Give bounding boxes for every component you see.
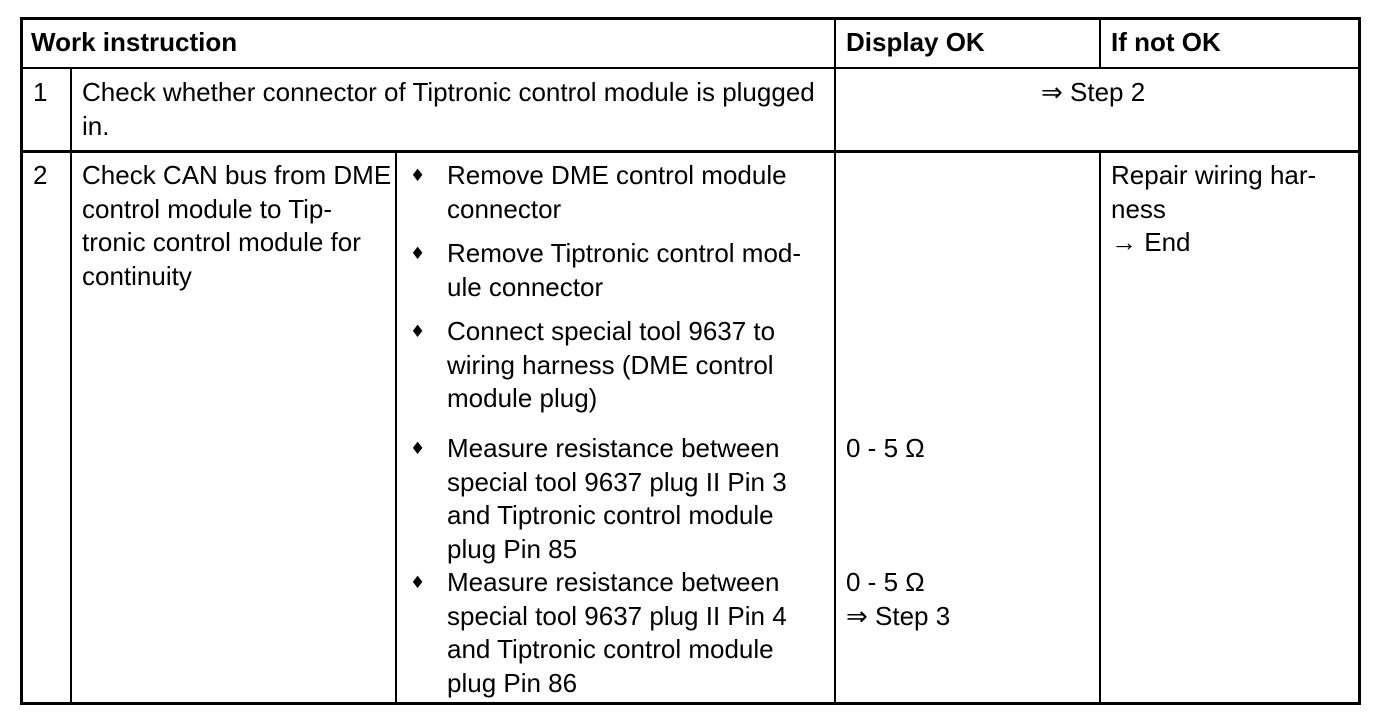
display-ok-value: ⇒ Step 3 bbox=[846, 600, 951, 631]
border-bottom bbox=[20, 702, 1361, 705]
action-2-text bbox=[447, 237, 801, 304]
border-right bbox=[1358, 17, 1361, 705]
row1-step-number: 1 bbox=[33, 77, 48, 107]
action-line: module plug) bbox=[447, 383, 598, 413]
bullet-icon: ♦ bbox=[410, 244, 426, 264]
border-ifnot-col-row2 bbox=[1099, 150, 1101, 705]
row1-instruction-line: in. bbox=[82, 110, 110, 141]
action-5-display-ok bbox=[846, 566, 950, 633]
action-4-display-ok bbox=[846, 432, 925, 466]
header-if-not-ok: If not OK bbox=[1111, 27, 1221, 57]
action-line: ule connector bbox=[447, 271, 604, 302]
header-work-instruction: Work instruction bbox=[31, 27, 238, 57]
header-display-ok: Display OK bbox=[846, 27, 985, 57]
action-3-text bbox=[447, 315, 775, 416]
action-4-text bbox=[447, 432, 787, 566]
action-line: special tool 9637 plug II Pin 4 bbox=[447, 600, 787, 631]
row2-instruction-line: control module to Tip- bbox=[82, 193, 333, 224]
bullet-icon: ♦ bbox=[410, 573, 426, 593]
border-step-col bbox=[70, 67, 72, 705]
row2-instruction-line: Check CAN bus from DME bbox=[82, 160, 392, 190]
border-row1-bottom bbox=[20, 150, 1361, 153]
if-not-ok-line: Repair wiring har- bbox=[1111, 160, 1317, 190]
row1-instruction bbox=[82, 76, 815, 143]
row2-instruction-line: tronic control module for bbox=[82, 227, 361, 257]
action-line: Measure resistance between bbox=[447, 433, 780, 463]
action-line: and Tiptronic control module bbox=[447, 500, 774, 530]
display-ok-value: 0 - 5 Ω bbox=[846, 433, 925, 463]
action-1-text bbox=[447, 159, 787, 226]
bullet-icon: ♦ bbox=[410, 322, 426, 342]
border-left bbox=[20, 17, 23, 705]
action-line: plug Pin 85 bbox=[447, 533, 578, 564]
border-display-col bbox=[834, 17, 836, 705]
action-line: plug Pin 86 bbox=[447, 667, 578, 698]
border-ifnot-col-header bbox=[1099, 17, 1101, 69]
bullet-icon: ♦ bbox=[410, 166, 426, 186]
action-line: Remove DME control module bbox=[447, 160, 787, 190]
row1-instruction-line: Check whether connector of Tiptronic control module is plugged bbox=[82, 77, 815, 107]
display-ok-value: 0 - 5 Ω bbox=[846, 567, 925, 597]
row2-if-not-ok bbox=[1111, 159, 1316, 260]
action-line: connector bbox=[447, 193, 562, 224]
action-5-text bbox=[447, 566, 787, 700]
row2-step-number: 2 bbox=[33, 160, 48, 190]
row2-instruction bbox=[82, 159, 391, 293]
action-line: special tool 9637 plug II Pin 3 bbox=[447, 466, 787, 497]
border-action-col bbox=[395, 150, 397, 705]
border-top bbox=[20, 17, 1361, 20]
if-not-ok-line: → End bbox=[1111, 227, 1191, 257]
row2-instruction-line: continuity bbox=[82, 260, 192, 291]
bullet-icon: ♦ bbox=[410, 439, 426, 459]
action-line: Measure resistance between bbox=[447, 567, 780, 597]
row1-result: ⇒ Step 2 bbox=[1041, 77, 1146, 107]
action-line: Connect special tool 9637 to bbox=[447, 316, 776, 346]
if-not-ok-line: ness bbox=[1111, 193, 1166, 224]
action-line: and Tiptronic control module bbox=[447, 634, 774, 664]
action-line: Remove Tiptronic control mod- bbox=[447, 238, 802, 268]
border-header-bottom bbox=[20, 67, 1361, 69]
action-line: wiring harness (DME control bbox=[447, 349, 774, 380]
